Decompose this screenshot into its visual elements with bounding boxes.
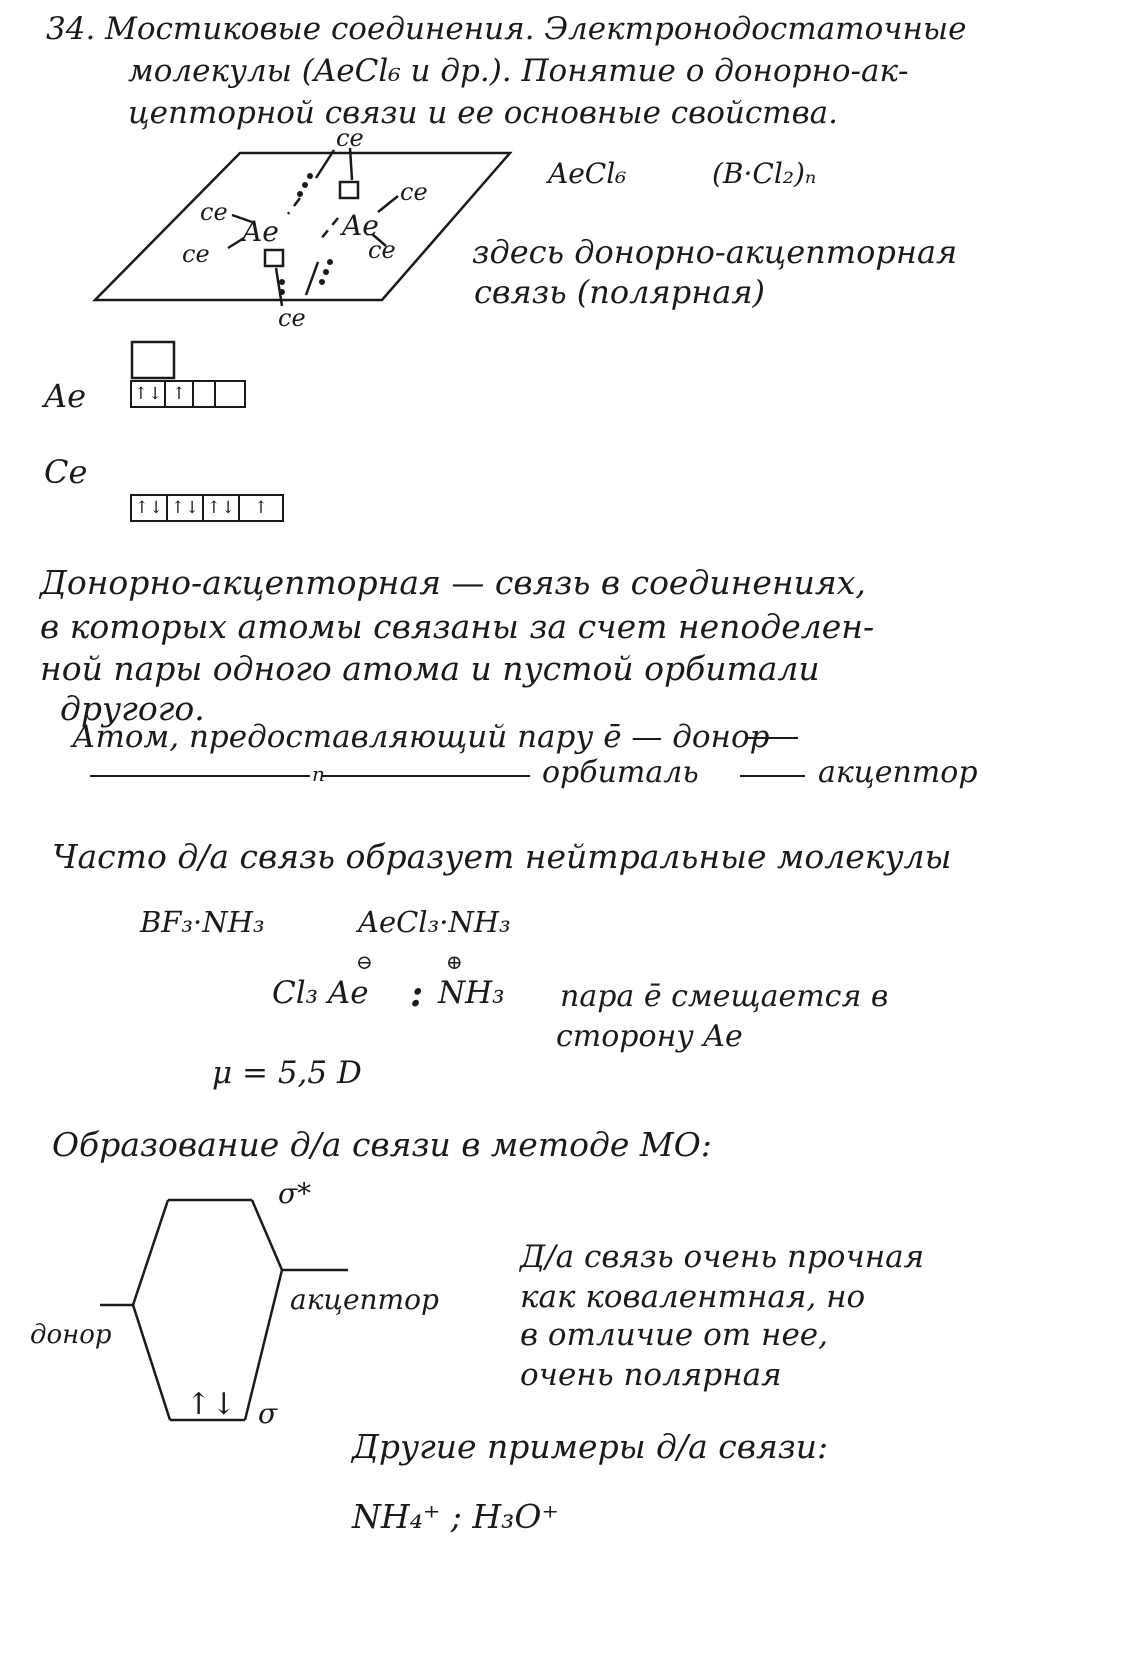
- bridge-label-cl-left-2: ce: [182, 240, 210, 268]
- formula-alcl6: AeCl₆: [548, 157, 627, 190]
- heading-line-3: цепторной связи и ее основные свойства.: [128, 95, 838, 131]
- examples-title: Другие примеры д/а связи:: [352, 1427, 829, 1466]
- bridge-note-line-2: связь (полярная): [474, 273, 766, 311]
- orbital-label-al: Ae: [44, 377, 87, 415]
- heading-line-2: молекулы (AeCl₆ и др.). Понятие о донорно-ак-: [128, 53, 909, 89]
- shift-line-2: сторону Ae: [556, 1019, 743, 1054]
- mo-donor: донор: [30, 1320, 112, 1350]
- orbital-cell: ↑: [238, 494, 284, 522]
- bridge-parallelogram: [95, 153, 510, 300]
- definition-line-2: в которых атомы связаны за счет неподелен-: [40, 607, 875, 646]
- properties-line-3: в отличие от нее,: [520, 1317, 828, 1353]
- adduct-right: NH₃: [438, 975, 505, 1011]
- definition-acceptor-word: акцептор: [818, 755, 978, 790]
- bridge-label-cl-bottom: ce: [278, 304, 306, 332]
- definition-line-4: другого.: [60, 689, 205, 728]
- adduct-colon: :: [410, 973, 424, 1015]
- orbital-cell: ↑↓: [130, 494, 168, 522]
- definition-line-5: Атом, предоставляющий пару ē — донор: [72, 719, 770, 755]
- properties-line-2: как ковалентная, но: [520, 1279, 866, 1315]
- orbital-cell: [192, 380, 216, 408]
- empty-orbital-box: [132, 342, 174, 378]
- mo-electrons: ↑↓: [186, 1387, 237, 1422]
- definition-orbital-word: орбиталь: [542, 755, 699, 790]
- orbital-label-cl: Ce: [44, 453, 88, 491]
- definition-line-3: ной пары одного атома и пустой орбитали: [40, 649, 820, 688]
- bridge-note-line-1: здесь донорно-акцепторная: [472, 233, 958, 271]
- often-text: Часто д/а связь образует нейтральные молекулы: [52, 837, 952, 876]
- properties-line-4: очень полярная: [520, 1357, 782, 1393]
- formula-bcl2-polymer: (B·Cl₂)ₙ: [712, 157, 817, 190]
- mo-title: Образование д/а связи в методе МО:: [52, 1125, 712, 1164]
- bridge-label-al-left: Ae: [242, 215, 279, 248]
- formula-bf3-nh3: BF₃·NH₃: [140, 905, 265, 939]
- bridge-label-cl-top: ce: [336, 124, 364, 152]
- orbital-cell: ↑↓: [202, 494, 240, 522]
- mo-sigma-star: σ*: [278, 1177, 312, 1210]
- adduct-left: Cl₃ Ae: [272, 975, 369, 1011]
- formula-alcl3-nh3: AeCl₃·NH₃: [358, 905, 511, 939]
- heading-line-1: 34. Мостиковые соединения. Электронодостаточные: [46, 11, 967, 47]
- examples-formulas: NH₄⁺ ; H₃O⁺: [352, 1497, 559, 1536]
- bridge-label-al-right: Ae: [342, 209, 379, 242]
- orbital-cell: [214, 380, 246, 408]
- bridge-label-cl-right-1: ce: [400, 178, 428, 206]
- bridge-label-cl-left-1: ce: [200, 198, 228, 226]
- shift-line-1: пара ē смещается в: [560, 979, 889, 1014]
- mo-acceptor: акцептор: [290, 1283, 439, 1316]
- bridge-label-cl-right-2: ce: [368, 236, 396, 264]
- properties-line-1: Д/а связь очень прочная: [520, 1239, 925, 1275]
- orbital-cell: ↑↓: [166, 494, 204, 522]
- orbital-cell: ↑: [164, 380, 194, 408]
- orbital-cell: ↑↓: [130, 380, 166, 408]
- plus-charge: ⊕: [446, 950, 463, 974]
- ditto-mark: n: [312, 762, 325, 786]
- mo-sigma: σ: [258, 1397, 278, 1430]
- dipole-moment: μ = 5,5 D: [212, 1055, 362, 1091]
- minus-charge: ⊖: [356, 950, 373, 974]
- definition-line-1: Донорно-акцепторная — связь в соединениях,: [40, 563, 866, 602]
